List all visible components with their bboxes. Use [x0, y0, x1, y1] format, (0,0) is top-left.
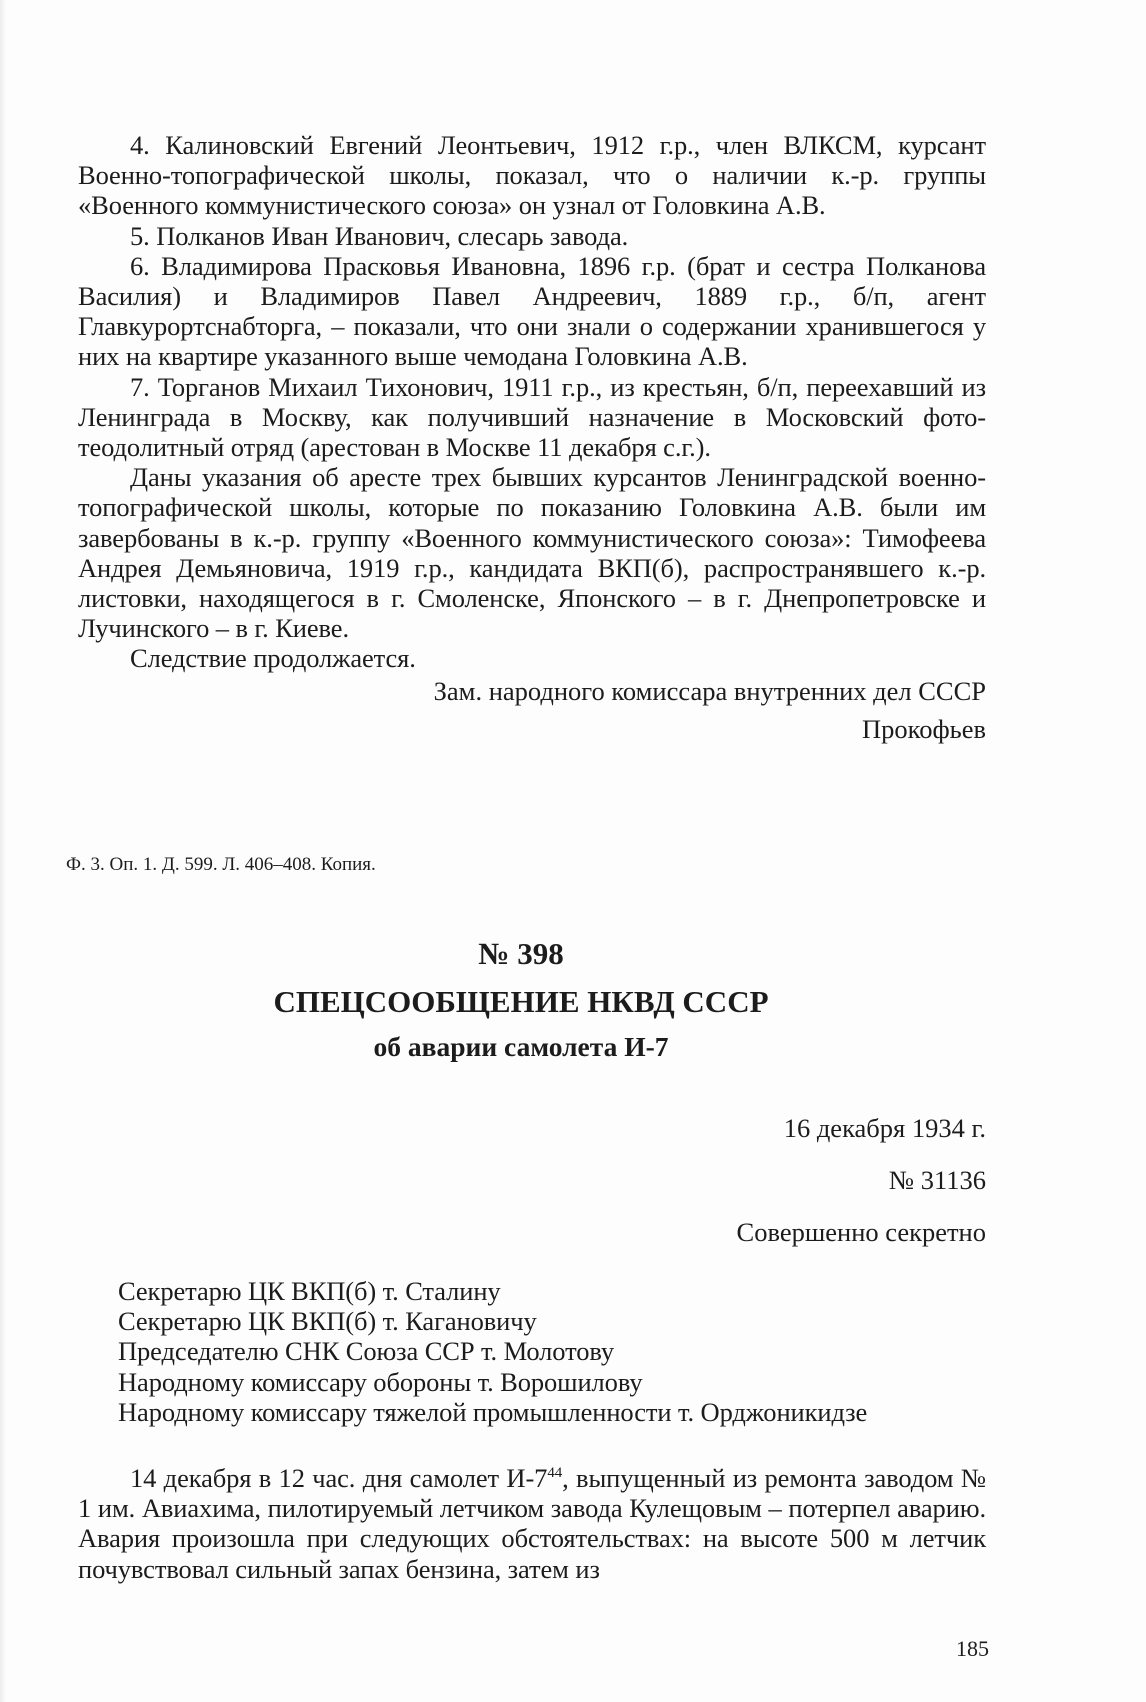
addressee-list: [118, 1276, 1026, 1427]
document-date: 16 декабря 1934 г.: [783, 1113, 986, 1143]
document-title: СПЕЦСООБЩЕНИЕ НКВД СССР: [273, 984, 769, 1019]
list-item-7: 7. Торганов Михаил Тихонович, 1911 г.р., из крестьян, б/п, переехавший из Ленинграда в Москву, как получивший назначение в Московский фото-теодолитный отряд (арестован в Москве 11 декабря с.г.).: [78, 371, 986, 463]
body-text-continued: , выпущенный из ремонта заводом № 1 им. Авиахима, пилотируемый летчиком завода Кулещовым – потерпел аварию. Авария произошла при следующих обстоятельствах: на высоте 500 м летчик почувствовал сильный запах бензина, затем из: [78, 1463, 986, 1584]
addressee: Секретарю ЦК ВКП(б) т. Кагановичу: [118, 1306, 537, 1337]
addressee: Народному комиссару обороны т. Ворошилову: [118, 1366, 643, 1397]
archive-source-reference: Ф. 3. Оп. 1. Д. 599. Л. 406–408. Копия.: [66, 854, 376, 875]
page-edge-shadow: [0, 0, 6, 1702]
classification-stamp: Совершенно секретно: [736, 1217, 986, 1247]
addressee: Народному комиссару тяжелой промышленности т. Орджоникидзе: [118, 1396, 868, 1427]
page-number: 185: [956, 1636, 989, 1661]
body-text-start: 14 декабря в 12 час. дня самолет И-7: [130, 1463, 548, 1493]
signature-title: Зам. народного комиссара внутренних дел СССР: [433, 676, 986, 706]
document-body: [78, 1463, 986, 1584]
closing-line: Следствие продолжается.: [130, 643, 416, 674]
registration-number: № 31136: [888, 1165, 986, 1195]
list-item-6: 6. Владимирова Прасковья Ивановна, 1896 г.р. (брат и сестра Полканова Василия) и Владимиров Павел Андреевич, 1889 г.р., б/п, агент Главкурортснабторга, – показали, что они знали о содержании хранившегося у них на квартире указанного выше чемодана Головкина А.В.: [78, 250, 986, 372]
document-number-heading: № 398: [478, 936, 564, 971]
top-section: [78, 130, 986, 674]
signature-name: Прокофьев: [862, 714, 986, 744]
body-paragraph: [78, 1463, 986, 1584]
list-item-5: 5. Полканов Иван Иванович, слесарь завода.: [130, 220, 629, 251]
addressee: Председателю СНК Союза ССР т. Молотову: [118, 1336, 615, 1367]
footnote-reference[interactable]: 44: [547, 1465, 563, 1481]
addressee: Секретарю ЦК ВКП(б) т. Сталину: [118, 1276, 501, 1306]
signature-block: [78, 676, 986, 744]
arrest-paragraph: Даны указания об аресте трех бывших курсантов Ленинградской военно-топографической школы, которые по показанию Головкина А.В. были им завербованы в к.-р. группу «Военного коммунистического союза»: Тимофеева Андрея Демьяновича, 1919 г.р., кандидата ВКП(б), распространявшего к.-р. листовки, находящегося в г. Смоленске, Японского – в г. Днепропетровске и Лучинского – в г. Киеве.: [78, 462, 986, 644]
list-item-4: 4. Калиновский Евгений Леонтьевич, 1912 г.р., член ВЛКСМ, курсант Военно-топографической школы, показал, что о наличии к.-р. группы «Военного коммунистического союза» он узнал от Головкина А.В.: [78, 130, 986, 221]
document-subtitle: об аварии самолета И-7: [373, 1031, 669, 1062]
